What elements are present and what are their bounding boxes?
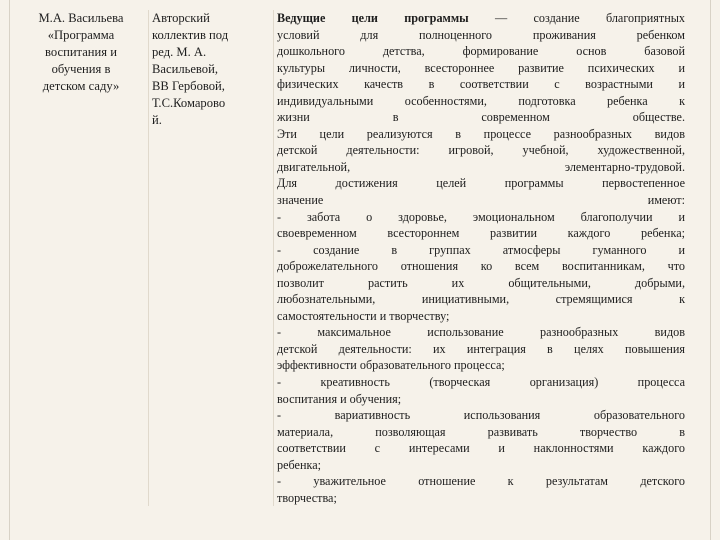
goals-line: - забота о здоровье, эмоциональном благополучии и xyxy=(277,209,685,224)
goals-line: жизни в современном обществе. xyxy=(277,110,685,125)
goals-line: физических качеств в соответствии с возрастными и xyxy=(277,77,685,92)
team-line: ред. М. А. xyxy=(152,45,207,59)
goals-line: культуры личности, всестороннее развитие психических и xyxy=(277,60,685,75)
team-line: й. xyxy=(152,113,162,127)
goals-line: значение имеют: xyxy=(277,193,685,208)
goals-line: ребенка; xyxy=(277,457,322,472)
goals-line: самостоятельности и творчеству; xyxy=(277,308,450,323)
goals-line: - максимальное использование разнообразных видов xyxy=(277,325,685,340)
goals-line: условий для полноценного проживания ребенком xyxy=(277,27,685,42)
goals-line: - вариативность использования образовательного xyxy=(277,408,685,423)
goals-line: доброжелательного отношения ко всем воспитанникам, что xyxy=(277,259,685,274)
author-line: М.А. Васильева xyxy=(38,11,124,25)
goals-line: дошкольного детства, формирование основ базовой xyxy=(277,44,685,59)
team-line: Васильевой, xyxy=(152,62,218,76)
goals-line: воспитания и обучения; xyxy=(277,391,402,406)
goals-line: творчества; xyxy=(277,490,337,505)
table-row xyxy=(14,10,688,506)
goals-line: детской деятельности: игровой, учебной, художественной, xyxy=(277,143,685,158)
goals-line: детской деятельности: их интеграция в целях повышения xyxy=(277,341,685,356)
goals-line: индивидуальными особенностями, подготовка ребенка к xyxy=(277,93,685,108)
goals-line: - креативность (творческая организация) процесса xyxy=(277,375,685,390)
team-line: ВВ Гербовой, xyxy=(152,79,225,93)
goals-line: позволит растить их общительными, добрыми, xyxy=(277,275,685,290)
author-line: «Программа xyxy=(47,28,115,42)
program-author-cell xyxy=(14,10,149,506)
author-line: воспитания и xyxy=(45,45,117,59)
author-line: детском саду» xyxy=(42,79,120,93)
goals-line: любознательными, инициативными, стремящимися к xyxy=(277,292,685,307)
goals-line: своевременном всестороннем развитии каждого ребенка; xyxy=(277,226,685,241)
goals-line: эффективности образовательного процесса; xyxy=(277,358,505,373)
goals-lead-line xyxy=(277,10,685,27)
team-line: Т.С.Комарово xyxy=(152,96,226,110)
team-line: коллектив под xyxy=(152,28,229,42)
goals-line: соответствии с интересами и наклонностями каждого xyxy=(277,441,685,456)
program-goals-cell xyxy=(274,10,689,506)
goals-line: Эти цели реализуются в процессе разнообразных видов xyxy=(277,126,685,141)
team-line: Авторский xyxy=(152,11,210,25)
goals-line: - уважительное отношение к результатам детского xyxy=(277,474,685,489)
goals-line: материала, позволяющая развивать творчество в xyxy=(277,424,685,439)
author-line: обучения в xyxy=(51,62,111,76)
goals-heading: Ведущие цели программы xyxy=(277,11,469,25)
goals-line: Для достижения целей программы первостепенное xyxy=(277,176,685,191)
goals-lead-text: — создание благоприятных xyxy=(468,11,685,25)
goals-line: - создание в группах атмосферы гуманного и xyxy=(277,242,685,257)
goals-line: двигательной, элементарно-трудовой. xyxy=(277,159,685,174)
authors-team-cell xyxy=(149,10,274,506)
program-table xyxy=(14,10,688,506)
